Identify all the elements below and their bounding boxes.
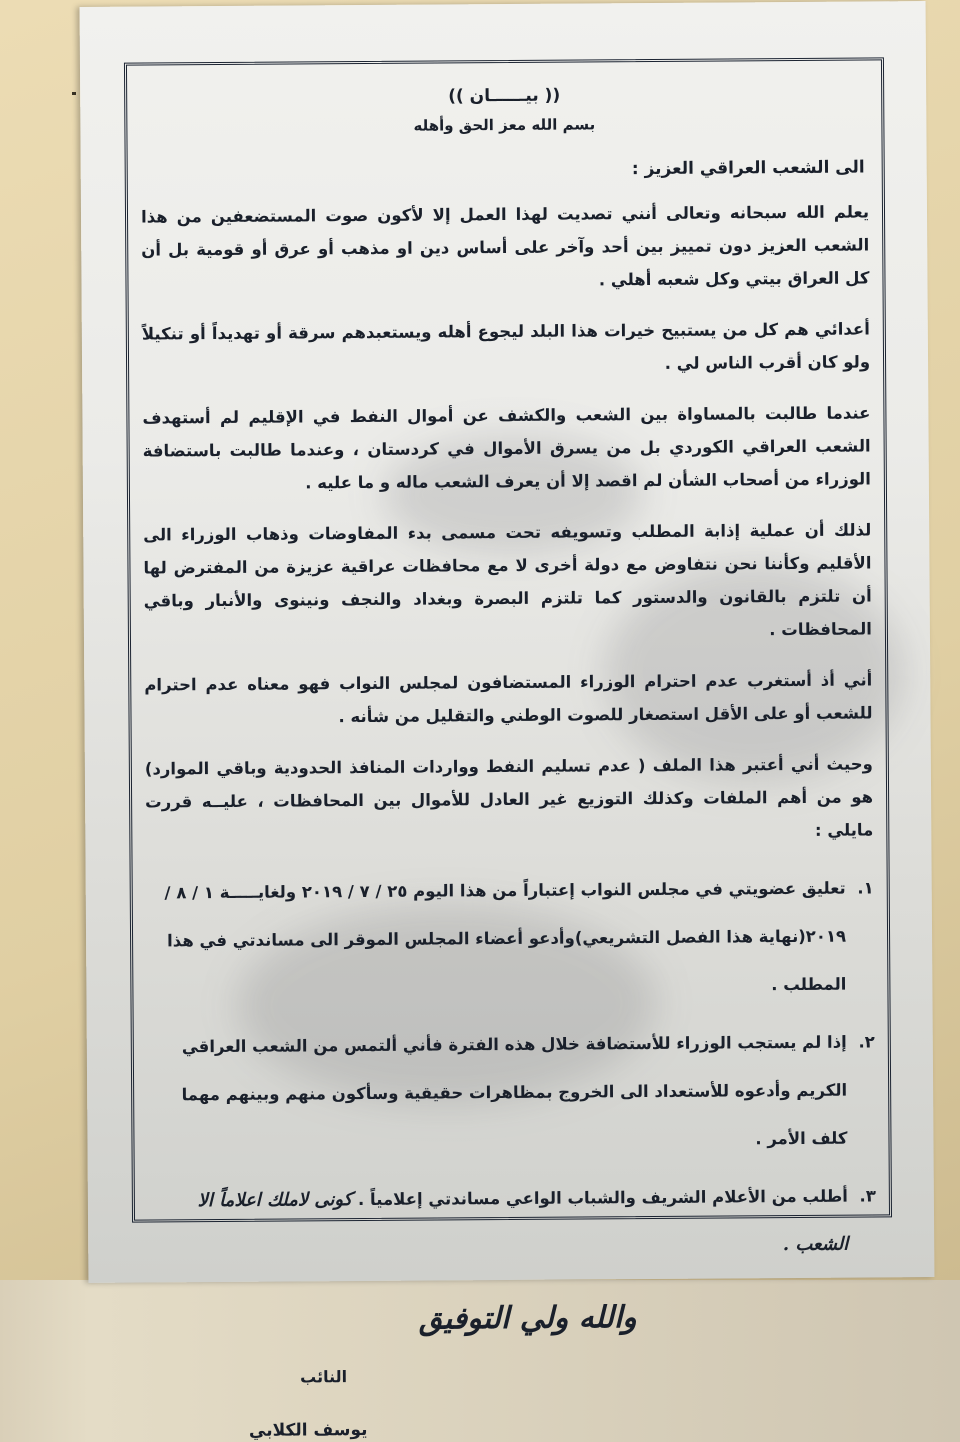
- paragraph: لذلك أن عملية إذابة المطلب وتسويفه تحت مسمى بدء المفاوضات وذهاب الوزراء الى الأقليم وكأننا نحن نتفاوض مع دولة أخرى لا مع محافظات عراقية عزيزة من المفترض لها أن تلتزم بالقانون والدستور كما تلتزم البصرة وبغداد والنجف ونينوى والأنبار وباقي المحافظات .: [143, 520, 872, 640]
- folder-mark: [72, 92, 76, 95]
- closing-handwritten: والله ولي التوفيق: [418, 1300, 637, 1337]
- list-item: [146, 864, 875, 1013]
- list-item: [148, 1172, 877, 1273]
- list-item: [147, 1018, 876, 1167]
- handwritten-note: كونى لاملك اعلاماً الا الشعب .: [197, 1189, 849, 1256]
- item-text: أطلب من الأعلام الشريف والشباب الواعي مساندتي إعلامياً .: [357, 1186, 848, 1210]
- paper-sheet: [80, 1, 935, 1441]
- signature-name: يوسف الكلابي: [248, 1419, 368, 1441]
- signature-title: النائب: [300, 1367, 348, 1387]
- document-title: (( بيــــــان )): [448, 85, 561, 107]
- basmala: بسم الله معز الحق وأهله: [413, 115, 596, 135]
- paragraph: عندما طالبت بالمساواة بين الشعب والكشف عن أموال النفط في الإقليم لم أستهدف الشعب العراقي الكوردي بل من يسرق الأموال في كردستان ، وعندما طالبت باستضافة الوزراء من أصحاب الشأن لم اقصد إلا أن يعرف الشعب ماله و ما عليه .: [142, 403, 871, 493]
- item-number: ٣.: [859, 1186, 876, 1206]
- paragraph: يعلم الله سبحانه وتعالى أنني تصديت لهذا العمل إلا لأكون صوت المستضعفين من هذا الشعب العزيز دون تمييز بين أحد وآخر على أساس دين او مذهب أو عرق أو قومية بل أن كل العراق بيتي وكل شعبه أهلي .: [140, 202, 870, 290]
- greeting: الى الشعب العراقي العزيز :: [631, 157, 865, 180]
- paragraph: أني أذ أستغرب عدم احترام الوزراء المستضافون لمجلس النواب فهو معناه عدم احترام للشعب أو على الأقل استصغار للصوت الوطني والتقليل من شأنه .: [144, 670, 873, 727]
- statement-body: [140, 83, 876, 1441]
- paragraph: أعدائي هم كل من يستبيح خيرات هذا البلد ليجوع أهله ويستعبدهم سرقة أو تهديداً أو تنكيلاً ولو كان أقرب الناس لي .: [141, 319, 871, 373]
- item-number: ١.: [857, 878, 874, 898]
- decision-list: [146, 864, 877, 1273]
- item-number: ٢.: [858, 1032, 875, 1052]
- item-text: إذا لم يستجب الوزراء للأستضافة خلال هذه الفترة فأني ألتمس من الشعب العراقي الكريم وأدعوه للأستعداد الى الخروج بمظاهرات حقيقية وسأكون منهم وبينهم مهما كلف الأمر .: [181, 1032, 848, 1149]
- item-text: تعليق عضويتي في مجلس النواب إعتباراً من هذا اليوم ٢٥ / ٧ / ٢٠١٩ ولغايـــــة ١ / ٨ / ٢٠١٩(نهاية هذا الفصل التشريعي)وأدعو أعضاء المجلس الموقر الى مساندتي في هذا المطلب .: [164, 878, 847, 995]
- paragraph: وحيث أني أعتبر هذا الملف ( عدم تسليم النفط وواردات المنافذ الحدودية وباقي الموارد) هو من أهم الملفات وكذلك التوزيع غير العادل للأموال بين المحافظات ، عليــه قررت مايلي :: [144, 754, 874, 840]
